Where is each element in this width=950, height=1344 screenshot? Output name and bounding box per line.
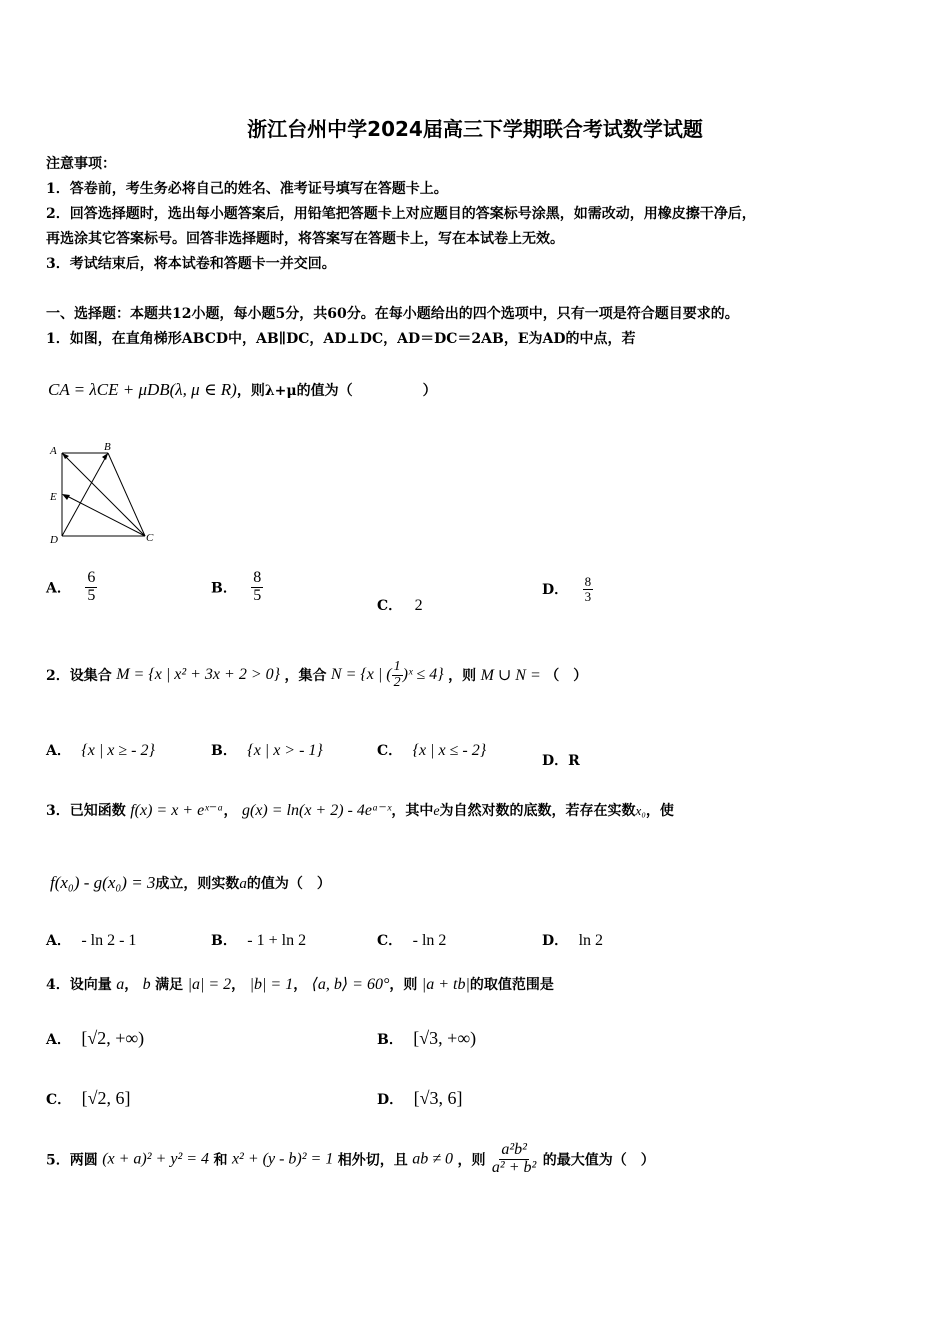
- q4-c-value: [√2, 6]: [81, 1088, 131, 1108]
- option-label: B．: [211, 580, 237, 597]
- q3-lead: 3．已知函数: [46, 803, 126, 819]
- q4-mid2: ，则: [389, 977, 418, 993]
- q4-lead: 4．设向量: [46, 977, 112, 993]
- fig-label-e: E: [50, 491, 57, 503]
- option-label: A．: [46, 933, 71, 949]
- q3-option-a[interactable]: [46, 930, 136, 950]
- fig-label-a: A: [50, 445, 57, 457]
- note-3: 3．考试结束后，将本试卷和答题卡一并交回。: [46, 256, 336, 272]
- q5-and: 和: [213, 1152, 228, 1169]
- q2-c-value: {x | x ≤ - 2}: [412, 742, 487, 759]
- option-label: D．: [377, 1092, 404, 1108]
- option-label: A．: [46, 743, 71, 759]
- q3-a-sym: a: [239, 876, 247, 892]
- q5-c2: x² + (y - b)² = 1: [231, 1150, 334, 1168]
- q4-b-value: [√3, +∞): [413, 1028, 477, 1048]
- n-pre: N = {x | (: [330, 665, 392, 683]
- q4-option-b[interactable]: [377, 1028, 476, 1049]
- q4-option-c[interactable]: [46, 1088, 130, 1109]
- option-label: A．: [46, 580, 71, 597]
- q2-m-set: M = {x | x² + 3x + 2 > 0}: [116, 666, 281, 684]
- option-label: B．: [211, 933, 237, 949]
- option-label: C．: [377, 743, 403, 759]
- q1-option-b[interactable]: [211, 570, 263, 605]
- q5-lead: 5．两圆: [46, 1152, 98, 1169]
- q1-a-fraction: [85, 570, 97, 605]
- q4-b: b: [142, 976, 151, 993]
- page-title: 浙江台州中学2024届高三下学期联合考试数学试题: [247, 117, 703, 141]
- q3-a-value: - ln 2 - 1: [81, 932, 137, 949]
- q3-g-expr: g(x) = ln(x + 2) - 4eᵃ⁻ˣ: [242, 802, 392, 819]
- option-label: D．: [542, 582, 569, 599]
- option-label: D．: [542, 933, 569, 949]
- q2-stem: [46, 660, 587, 690]
- q3-c-value: - ln 2: [412, 932, 447, 949]
- q2-tail-end: （ ）: [545, 668, 588, 685]
- note-1: 1．答卷前，考生务必将自己的姓名、准考证号填写在答题卡上。: [46, 181, 448, 197]
- q1-line2: [48, 380, 437, 400]
- q1-option-d[interactable]: [542, 575, 593, 603]
- q1-d-fraction: [583, 575, 594, 603]
- option-label: C．: [377, 598, 403, 614]
- q3-line2-mid: 成立，则实数: [155, 876, 240, 892]
- q4-mid1: 满足: [155, 977, 184, 993]
- q3-f-expr: f(x) = x + eˣ⁻ᵃ: [130, 802, 224, 819]
- fig-label-d: D: [50, 534, 58, 546]
- option-label: A．: [46, 1032, 71, 1048]
- q4-e4: |a + tb|: [421, 976, 470, 993]
- q5-stem: [46, 1142, 655, 1177]
- frac-num: 6: [87, 569, 96, 586]
- frac-num: 8: [253, 569, 262, 586]
- q3-option-c[interactable]: [377, 930, 446, 950]
- n-frac: [392, 660, 403, 690]
- q2-b-value: {x | x > - 1}: [247, 742, 323, 759]
- fig-label-b: B: [104, 441, 111, 453]
- q3-option-b[interactable]: [211, 930, 306, 950]
- q4-e3: ⟨a, b⟩ = 60°: [311, 976, 390, 993]
- q1-option-a[interactable]: [46, 570, 97, 605]
- q3-end: ，使: [645, 803, 674, 819]
- q3-b-value: - 1 + ln 2: [247, 932, 307, 949]
- frac-den: 5: [253, 586, 262, 604]
- frac-num: 8: [584, 574, 592, 589]
- q4-d-value: [√3, 6]: [413, 1088, 463, 1108]
- q1-trapezoid-figure: [40, 438, 170, 553]
- q5-mid2: ，则: [457, 1152, 486, 1169]
- q1-tail: ，则λ+μ的值为（ ）: [236, 383, 437, 399]
- q2-mid: ，集合: [284, 668, 327, 685]
- option-label: C．: [377, 933, 403, 949]
- q3-line2: [50, 873, 331, 893]
- q4-stem: 4．设向量 a， b 满足 |a| = 2， |b| = 1， ⟨a, b⟩ = 60°，则 |a + tb|的取值范围是: [46, 976, 554, 993]
- q4-a-value: [√2, +∞): [81, 1028, 145, 1048]
- q3-line2-expr: f(x₀) - g(x₀) = 3: [50, 873, 156, 892]
- q3-sep: ，: [223, 803, 238, 819]
- q4-option-a[interactable]: [46, 1028, 144, 1049]
- frac-den: a² + b²: [491, 1158, 537, 1176]
- option-label: B．: [377, 1032, 403, 1048]
- frac-den: 5: [87, 586, 96, 604]
- notes-heading: 注意事项：: [46, 156, 116, 172]
- q1-c-value: 2: [414, 597, 423, 614]
- q2-n-set: [330, 659, 444, 690]
- q5-fraction: [490, 1142, 538, 1177]
- q3-x0: x₀: [635, 803, 646, 818]
- q4-e1: |a| = 2: [187, 976, 232, 993]
- fig-label-c: C: [146, 532, 154, 544]
- q4-comma: ，: [124, 977, 139, 993]
- q3-line2-end: 的值为（ ）: [246, 876, 331, 892]
- q3-stem: [46, 800, 674, 820]
- q1-option-c[interactable]: [377, 595, 423, 615]
- q2-option-a[interactable]: [46, 740, 155, 760]
- q2-lead: 2．设集合: [46, 668, 112, 685]
- q3-mid1: ，其中: [391, 803, 434, 819]
- q5-mid: 相外切，且: [337, 1152, 408, 1169]
- note-2a: 2．回答选择题时，选出每小题答案后，用铅笔把答题卡上对应题目的答案标号涂黑，如需改动，用橡皮擦干净后，: [46, 206, 756, 222]
- option-label: B．: [211, 743, 237, 759]
- q4-a: a: [116, 976, 125, 993]
- q2-tail-expr: M ∪ N =: [480, 667, 541, 685]
- q2-tail-pre: ，则: [448, 668, 477, 685]
- q4-end: 的取值范围是: [469, 977, 554, 993]
- frac-den: 3: [584, 588, 592, 604]
- option-label: C．: [46, 1092, 72, 1108]
- q5-c1: (x + a)² + y² = 4: [102, 1150, 210, 1168]
- q4-e2: |b| = 1: [249, 976, 294, 993]
- frac-den: 2: [393, 674, 401, 690]
- section-heading: 一、选择题：本题共12小题，每小题5分，共60分。在每小题给出的四个选项中，只有一项是符合题目要求的。: [46, 306, 739, 322]
- q2-option-b[interactable]: [211, 740, 323, 760]
- n-post: )ˣ ≤ 4}: [402, 665, 444, 683]
- q4-option-d[interactable]: [377, 1088, 462, 1109]
- q2-a-value: {x | x ≥ - 2}: [81, 742, 155, 759]
- q1-stem: 1．如图，在直角梯形ABCD中，AB∥DC，AD⊥DC，AD＝DC＝2AB，E为AD的中点，若: [46, 331, 636, 347]
- q2-option-c[interactable]: [377, 740, 486, 760]
- q3-e-sym: e: [433, 804, 440, 819]
- frac-num: a²b²: [501, 1141, 527, 1158]
- q2-option-d[interactable]: D．R: [542, 753, 580, 769]
- q5-end: 的最大值为（ ）: [542, 1152, 655, 1169]
- q3-option-d[interactable]: [542, 930, 603, 950]
- q5-cond: ab ≠ 0: [412, 1150, 454, 1168]
- q1-b-fraction: [251, 570, 263, 605]
- frac-num: 1: [393, 659, 401, 674]
- q3-d-value: ln 2: [578, 932, 604, 949]
- q1-formula: CA = λCE + μDB(λ, μ ∈ R): [48, 380, 237, 399]
- note-2b: 再选涂其它答案标号。回答非选择题时，将答案写在答题卡上，写在本试卷上无效。: [46, 231, 564, 247]
- q3-mid2: 为自然对数的底数，若存在实数: [439, 803, 636, 819]
